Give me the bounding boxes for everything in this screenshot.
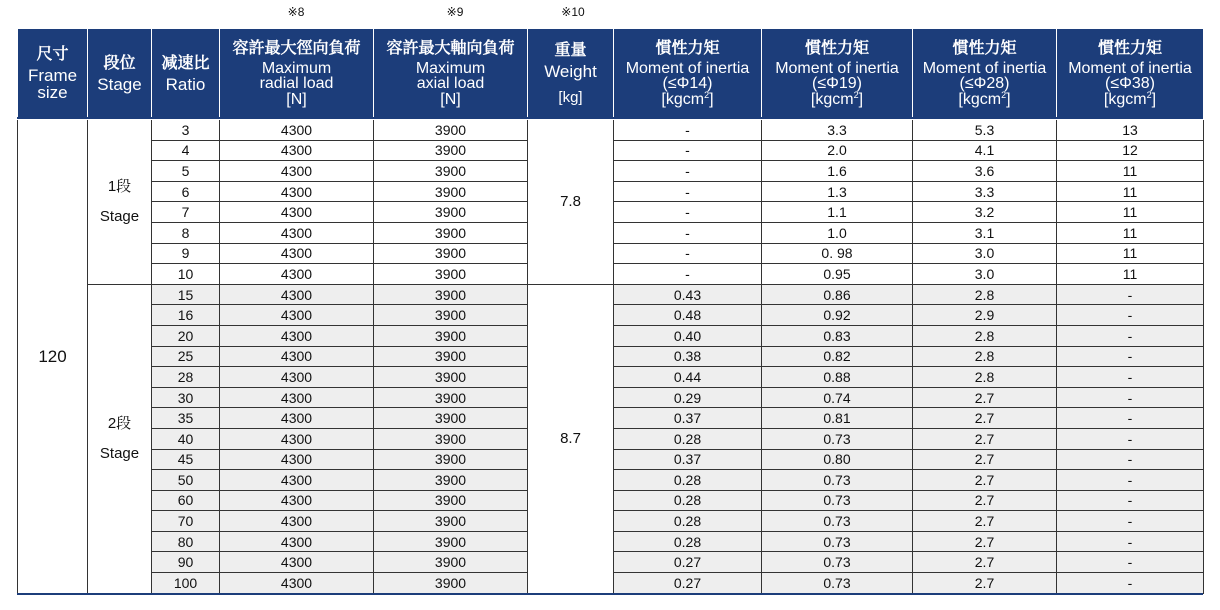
radial-load-cell: 4300 [220, 449, 374, 470]
radial-load-cell: 4300 [220, 367, 374, 388]
inertia-19-cell: 0.73 [762, 552, 913, 573]
inertia-14-cell: 0.28 [614, 531, 762, 552]
radial-load-cell: 4300 [220, 552, 374, 573]
inertia-38-cell: 12 [1057, 140, 1204, 161]
ratio-cell: 4 [152, 140, 220, 161]
spec-table-body [18, 120, 1204, 594]
inertia-19-cell: 0.73 [762, 470, 913, 491]
axial-load-cell: 3900 [374, 470, 528, 491]
axial-load-cell: 3900 [374, 264, 528, 285]
ratio-cell: 25 [152, 346, 220, 367]
inertia-38-cell: - [1057, 573, 1204, 594]
inertia-14-cell: 0.28 [614, 490, 762, 511]
header-rule [17, 117, 1203, 119]
header-axial-load: 容許最大軸向負荷 Maximum axial load [N] [374, 29, 528, 120]
radial-load-cell: 4300 [220, 387, 374, 408]
ratio-cell: 90 [152, 552, 220, 573]
note-10: ※10 [561, 5, 585, 19]
inertia-38-cell: 11 [1057, 264, 1204, 285]
inertia-38-cell: - [1057, 387, 1204, 408]
inertia-28-cell: 2.8 [913, 325, 1057, 346]
inertia-28-cell: 3.0 [913, 264, 1057, 285]
inertia-14-cell: 0.28 [614, 428, 762, 449]
inertia-19-cell: 0.73 [762, 490, 913, 511]
ratio-cell: 8 [152, 222, 220, 243]
inertia-19-cell: 0.73 [762, 531, 913, 552]
radial-load-cell: 4300 [220, 284, 374, 305]
inertia-38-cell: - [1057, 428, 1204, 449]
inertia-19-cell: 0.73 [762, 511, 913, 532]
axial-load-cell: 3900 [374, 140, 528, 161]
axial-load-cell: 3900 [374, 552, 528, 573]
header-inertia-38: 慣性力矩 Moment of inertia (≤Φ38) [kgcm$^2$] [1057, 29, 1204, 120]
inertia-28-cell: 3.0 [913, 243, 1057, 264]
inertia-28-cell: 2.8 [913, 346, 1057, 367]
radial-load-cell: 4300 [220, 346, 374, 367]
frame-size-cell: 120 [18, 120, 88, 594]
inertia-38-cell: - [1057, 325, 1204, 346]
ratio-cell: 30 [152, 387, 220, 408]
inertia-19-cell: 0.81 [762, 408, 913, 429]
radial-load-cell: 4300 [220, 305, 374, 326]
inertia-14-cell: - [614, 120, 762, 141]
inertia-28-cell: 3.1 [913, 222, 1057, 243]
inertia-14-cell: 0.27 [614, 552, 762, 573]
ratio-cell: 15 [152, 284, 220, 305]
inertia-14-cell: 0.37 [614, 408, 762, 429]
inertia-28-cell: 3.3 [913, 181, 1057, 202]
inertia-28-cell: 2.7 [913, 428, 1057, 449]
inertia-38-cell: 11 [1057, 161, 1204, 182]
inertia-28-cell: 5.3 [913, 120, 1057, 141]
inertia-28-cell: 2.7 [913, 531, 1057, 552]
spec-table [17, 28, 1204, 594]
header-inertia-28: 慣性力矩 Moment of inertia (≤Φ28) [kgcm$^2$] [913, 29, 1057, 120]
header-frame-size: 尺寸 Frame size [18, 29, 88, 120]
ratio-cell: 60 [152, 490, 220, 511]
inertia-19-cell: 0.83 [762, 325, 913, 346]
radial-load-cell: 4300 [220, 511, 374, 532]
inertia-14-cell: 0.29 [614, 387, 762, 408]
inertia-28-cell: 2.9 [913, 305, 1057, 326]
inertia-38-cell: 11 [1057, 222, 1204, 243]
axial-load-cell: 3900 [374, 387, 528, 408]
inertia-19-cell: 3.3 [762, 120, 913, 141]
axial-load-cell: 3900 [374, 181, 528, 202]
axial-load-cell: 3900 [374, 428, 528, 449]
inertia-38-cell: - [1057, 284, 1204, 305]
note-8: ※8 [287, 5, 305, 19]
ratio-cell: 20 [152, 325, 220, 346]
inertia-38-cell: - [1057, 531, 1204, 552]
radial-load-cell: 4300 [220, 264, 374, 285]
ratio-cell: 28 [152, 367, 220, 388]
axial-load-cell: 3900 [374, 490, 528, 511]
radial-load-cell: 4300 [220, 408, 374, 429]
inertia-28-cell: 2.8 [913, 367, 1057, 388]
stage-label-jp: 2段 [107, 414, 132, 432]
header-stage: 段位 Stage [88, 29, 152, 120]
header-inertia-19: 慣性力矩 Moment of inertia (≤Φ19) [kgcm$^2$] [762, 29, 913, 120]
inertia-14-cell: 0.38 [614, 346, 762, 367]
inertia-14-cell: 0.27 [614, 573, 762, 594]
stage-cell [88, 120, 152, 285]
inertia-28-cell: 3.6 [913, 161, 1057, 182]
radial-load-cell: 4300 [220, 140, 374, 161]
axial-load-cell: 3900 [374, 202, 528, 223]
inertia-38-cell: - [1057, 367, 1204, 388]
ratio-cell: 10 [152, 264, 220, 285]
inertia-38-cell: - [1057, 408, 1204, 429]
axial-load-cell: 3900 [374, 120, 528, 141]
inertia-28-cell: 3.2 [913, 202, 1057, 223]
inertia-28-cell: 2.7 [913, 408, 1057, 429]
weight-cell: 8.7 [528, 284, 614, 593]
inertia-28-cell: 2.7 [913, 449, 1057, 470]
axial-load-cell: 3900 [374, 573, 528, 594]
stage-cell [88, 284, 152, 593]
axial-load-cell: 3900 [374, 408, 528, 429]
inertia-38-cell: - [1057, 511, 1204, 532]
inertia-19-cell: 0.82 [762, 346, 913, 367]
inertia-28-cell: 2.7 [913, 573, 1057, 594]
inertia-14-cell: 0.48 [614, 305, 762, 326]
axial-load-cell: 3900 [374, 325, 528, 346]
inertia-19-cell: 0.86 [762, 284, 913, 305]
header-inertia-14: 慣性力矩 Moment of inertia (≤Φ14) [kgcm$^2$] [614, 29, 762, 120]
radial-load-cell: 4300 [220, 573, 374, 594]
inertia-14-cell: 0.40 [614, 325, 762, 346]
inertia-14-cell: - [614, 264, 762, 285]
radial-load-cell: 4300 [220, 470, 374, 491]
inertia-14-cell: - [614, 161, 762, 182]
inertia-14-cell: 0.37 [614, 449, 762, 470]
stage-label-en: Stage [99, 207, 140, 225]
radial-load-cell: 4300 [220, 428, 374, 449]
ratio-cell: 6 [152, 181, 220, 202]
radial-load-cell: 4300 [220, 120, 374, 141]
ratio-cell: 100 [152, 573, 220, 594]
inertia-38-cell: 11 [1057, 243, 1204, 264]
radial-load-cell: 4300 [220, 325, 374, 346]
inertia-38-cell: 11 [1057, 181, 1204, 202]
inertia-28-cell: 2.7 [913, 552, 1057, 573]
inertia-14-cell: - [614, 181, 762, 202]
header-radial-load: 容許最大徑向負荷 Maximum radial load [N] [220, 29, 374, 120]
stage-label-en: Stage [99, 444, 140, 462]
header-weight: 重量 Weight [kg] [528, 29, 614, 120]
axial-load-cell: 3900 [374, 367, 528, 388]
axial-load-cell: 3900 [374, 222, 528, 243]
inertia-38-cell: - [1057, 449, 1204, 470]
inertia-14-cell: - [614, 202, 762, 223]
note-9: ※9 [446, 5, 464, 19]
radial-load-cell: 4300 [220, 161, 374, 182]
inertia-19-cell: 1.6 [762, 161, 913, 182]
bottom-rule [17, 593, 1203, 595]
radial-load-cell: 4300 [220, 222, 374, 243]
inertia-19-cell: 0.88 [762, 367, 913, 388]
axial-load-cell: 3900 [374, 531, 528, 552]
inertia-28-cell: 4.1 [913, 140, 1057, 161]
axial-load-cell: 3900 [374, 161, 528, 182]
header-ratio: 减速比 Ratio [152, 29, 220, 120]
inertia-38-cell: - [1057, 552, 1204, 573]
inertia-19-cell: 0.95 [762, 264, 913, 285]
footnote-markers [0, 0, 1220, 26]
inertia-14-cell: - [614, 140, 762, 161]
inertia-19-cell: 0.73 [762, 573, 913, 594]
inertia-19-cell: 0.73 [762, 428, 913, 449]
table-row [18, 120, 1204, 141]
stage-label-jp: 1段 [107, 177, 132, 195]
inertia-19-cell: 2.0 [762, 140, 913, 161]
inertia-14-cell: - [614, 243, 762, 264]
axial-load-cell: 3900 [374, 511, 528, 532]
axial-load-cell: 3900 [374, 346, 528, 367]
table-row [18, 284, 1204, 305]
inertia-19-cell: 0.74 [762, 387, 913, 408]
inertia-38-cell: 11 [1057, 202, 1204, 223]
inertia-38-cell: - [1057, 470, 1204, 491]
axial-load-cell: 3900 [374, 243, 528, 264]
inertia-38-cell: 13 [1057, 120, 1204, 141]
inertia-14-cell: 0.44 [614, 367, 762, 388]
radial-load-cell: 4300 [220, 181, 374, 202]
inertia-19-cell: 1.1 [762, 202, 913, 223]
radial-load-cell: 4300 [220, 243, 374, 264]
ratio-cell: 40 [152, 428, 220, 449]
ratio-cell: 35 [152, 408, 220, 429]
ratio-cell: 80 [152, 531, 220, 552]
inertia-28-cell: 2.7 [913, 490, 1057, 511]
ratio-cell: 3 [152, 120, 220, 141]
inertia-38-cell: - [1057, 305, 1204, 326]
inertia-19-cell: 0.80 [762, 449, 913, 470]
inertia-14-cell: - [614, 222, 762, 243]
ratio-cell: 45 [152, 449, 220, 470]
ratio-cell: 70 [152, 511, 220, 532]
axial-load-cell: 3900 [374, 284, 528, 305]
ratio-cell: 7 [152, 202, 220, 223]
inertia-19-cell: 1.0 [762, 222, 913, 243]
weight-cell: 7.8 [528, 120, 614, 285]
header-row [18, 29, 1204, 120]
inertia-19-cell: 1.3 [762, 181, 913, 202]
inertia-38-cell: - [1057, 490, 1204, 511]
inertia-14-cell: 0.28 [614, 511, 762, 532]
inertia-14-cell: 0.28 [614, 470, 762, 491]
inertia-28-cell: 2.7 [913, 511, 1057, 532]
ratio-cell: 5 [152, 161, 220, 182]
ratio-cell: 16 [152, 305, 220, 326]
ratio-cell: 9 [152, 243, 220, 264]
inertia-19-cell: 0. 98 [762, 243, 913, 264]
axial-load-cell: 3900 [374, 449, 528, 470]
axial-load-cell: 3900 [374, 305, 528, 326]
radial-load-cell: 4300 [220, 490, 374, 511]
inertia-28-cell: 2.8 [913, 284, 1057, 305]
inertia-28-cell: 2.7 [913, 387, 1057, 408]
inertia-19-cell: 0.92 [762, 305, 913, 326]
ratio-cell: 50 [152, 470, 220, 491]
radial-load-cell: 4300 [220, 202, 374, 223]
inertia-38-cell: - [1057, 346, 1204, 367]
radial-load-cell: 4300 [220, 531, 374, 552]
inertia-28-cell: 2.7 [913, 470, 1057, 491]
inertia-14-cell: 0.43 [614, 284, 762, 305]
